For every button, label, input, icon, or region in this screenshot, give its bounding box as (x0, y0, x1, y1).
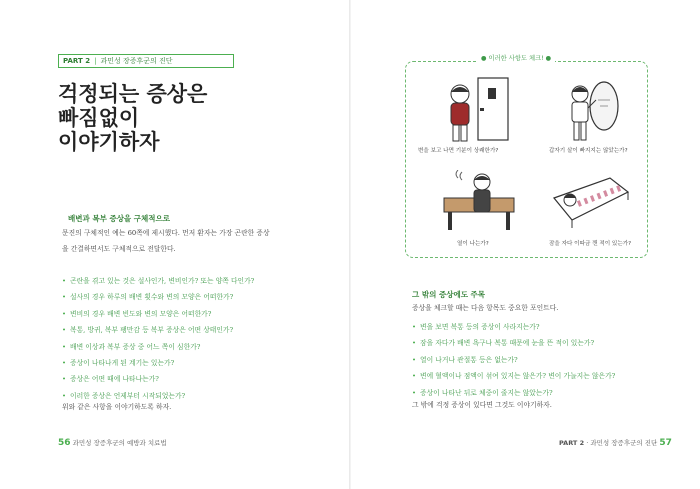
mirror-icon (556, 74, 628, 146)
list-item: • 설사의 경우 하루의 배변 횟수와 변의 모양은 어떠한가? (62, 293, 234, 302)
bullet-icon: • (62, 326, 67, 335)
bullet-icon: • (62, 277, 67, 285)
bullet-icon: • (62, 391, 67, 400)
list-item: • 잠을 자다가 배변 욕구나 복통 때문에 눈을 뜬 적이 있는가? (412, 339, 595, 348)
intro-line: 을 간결하면서도 구체적으로 전달한다. (62, 245, 176, 253)
title-line-2: 빠짐없이 (58, 105, 140, 130)
bullet-icon: • (62, 293, 67, 302)
part-label: PART 2 (63, 57, 91, 65)
list-item: • 변에 혈액이나 점액이 섞여 있지는 않은가? 변이 가늘지는 않은가? (412, 372, 616, 381)
section-heading: 그 밖의 증상에도 주목 (412, 290, 486, 299)
bullet-icon: • (412, 388, 417, 397)
intro-paragraph (62, 225, 270, 257)
list-item: • 증상이 나타난 뒤로 체중이 줄지는 않았는가? (412, 388, 553, 397)
list-item: • 복통, 방귀, 복부 팽만감 등 복부 증상은 어떤 상태인가? (62, 326, 234, 335)
check-list (412, 319, 615, 401)
list-item: • 증상은 어떤 때에 나타나는가? (62, 375, 159, 384)
list-item: • 배변 이상과 복부 증상 중 어느 쪽이 심한가? (62, 342, 201, 351)
closing-text: 위와 같은 사항을 이야기하도록 하자. (62, 403, 172, 411)
list-item: • 곤란을 겪고 있는 것은 설사인가, 변비인가? 또는 양쪽 다인가? (62, 277, 255, 285)
title-line-3: 이야기하자 (58, 129, 160, 154)
section-heading: 배변과 복부 증상을 구체적으로 (68, 214, 171, 223)
left-footer (58, 438, 167, 448)
caption: 갑자기 살이 빠지지는 않았는가? (549, 148, 628, 154)
part-title: 과민성 장증후군의 진단 (100, 57, 173, 65)
toilet-door-icon (438, 74, 516, 146)
bullet-icon: • (412, 372, 417, 381)
question-list (62, 273, 254, 404)
bullet-icon: • (412, 355, 417, 364)
page-title (58, 82, 207, 154)
list-item: • 변비의 경우 배변 빈도와 변의 모양은 어떠한가? (62, 309, 212, 318)
right-page (350, 0, 700, 489)
footer-part-label: PART 2 (559, 439, 585, 447)
fever-icon (442, 170, 516, 232)
footer-separator: · (586, 439, 589, 447)
intro-line: 문진의 구체적인 예는 60쪽에 제시했다. 먼저 환자는 가장 곤란한 증상 (62, 229, 270, 237)
footer-text: 과민성 장증후군의 예방과 치료법 (72, 439, 167, 447)
caption: 열이 나는가? (457, 241, 489, 247)
list-item: • 증상이 나타나게 된 계기는 있는가? (62, 359, 175, 368)
bullet-icon: • (62, 375, 67, 384)
title-line-1: 걱정되는 증상은 (58, 81, 208, 106)
bullet-icon: • (412, 339, 417, 348)
closing-text: 그 밖에 걱정 증상이 있다면 그것도 이야기하자. (412, 401, 552, 409)
bullet-icon: • (412, 323, 417, 331)
illustration-box-title: ● 이러한 사항도 체크! ● (477, 53, 555, 62)
caption: 잠을 자다 이따금 깬 적이 있는가? (549, 241, 632, 247)
list-item: • 이러한 증상은 언제부터 시작되었는가? (62, 391, 186, 400)
page-number: 57 (659, 438, 672, 448)
footer-text: 과민성 장증후군의 진단 (590, 439, 658, 447)
list-item: • 열이 나거나 관절통 등은 없는가? (412, 355, 518, 364)
caption: 변을 보고 나면 기분이 상쾌한가? (418, 148, 499, 154)
part-tag (58, 54, 234, 68)
right-footer (559, 438, 672, 448)
list-item: • 변을 보면 복통 등의 증상이 사라지는가? (412, 323, 540, 331)
bed-icon (550, 170, 630, 232)
page-number: 56 (58, 438, 71, 448)
bullet-icon: • (62, 309, 67, 318)
bullet-icon: • (62, 342, 67, 351)
intro-paragraph: 증상을 체크할 때는 다음 항목도 중요한 포인트다. (412, 304, 559, 312)
part-separator: | (94, 57, 97, 65)
bullet-icon: • (62, 359, 67, 368)
